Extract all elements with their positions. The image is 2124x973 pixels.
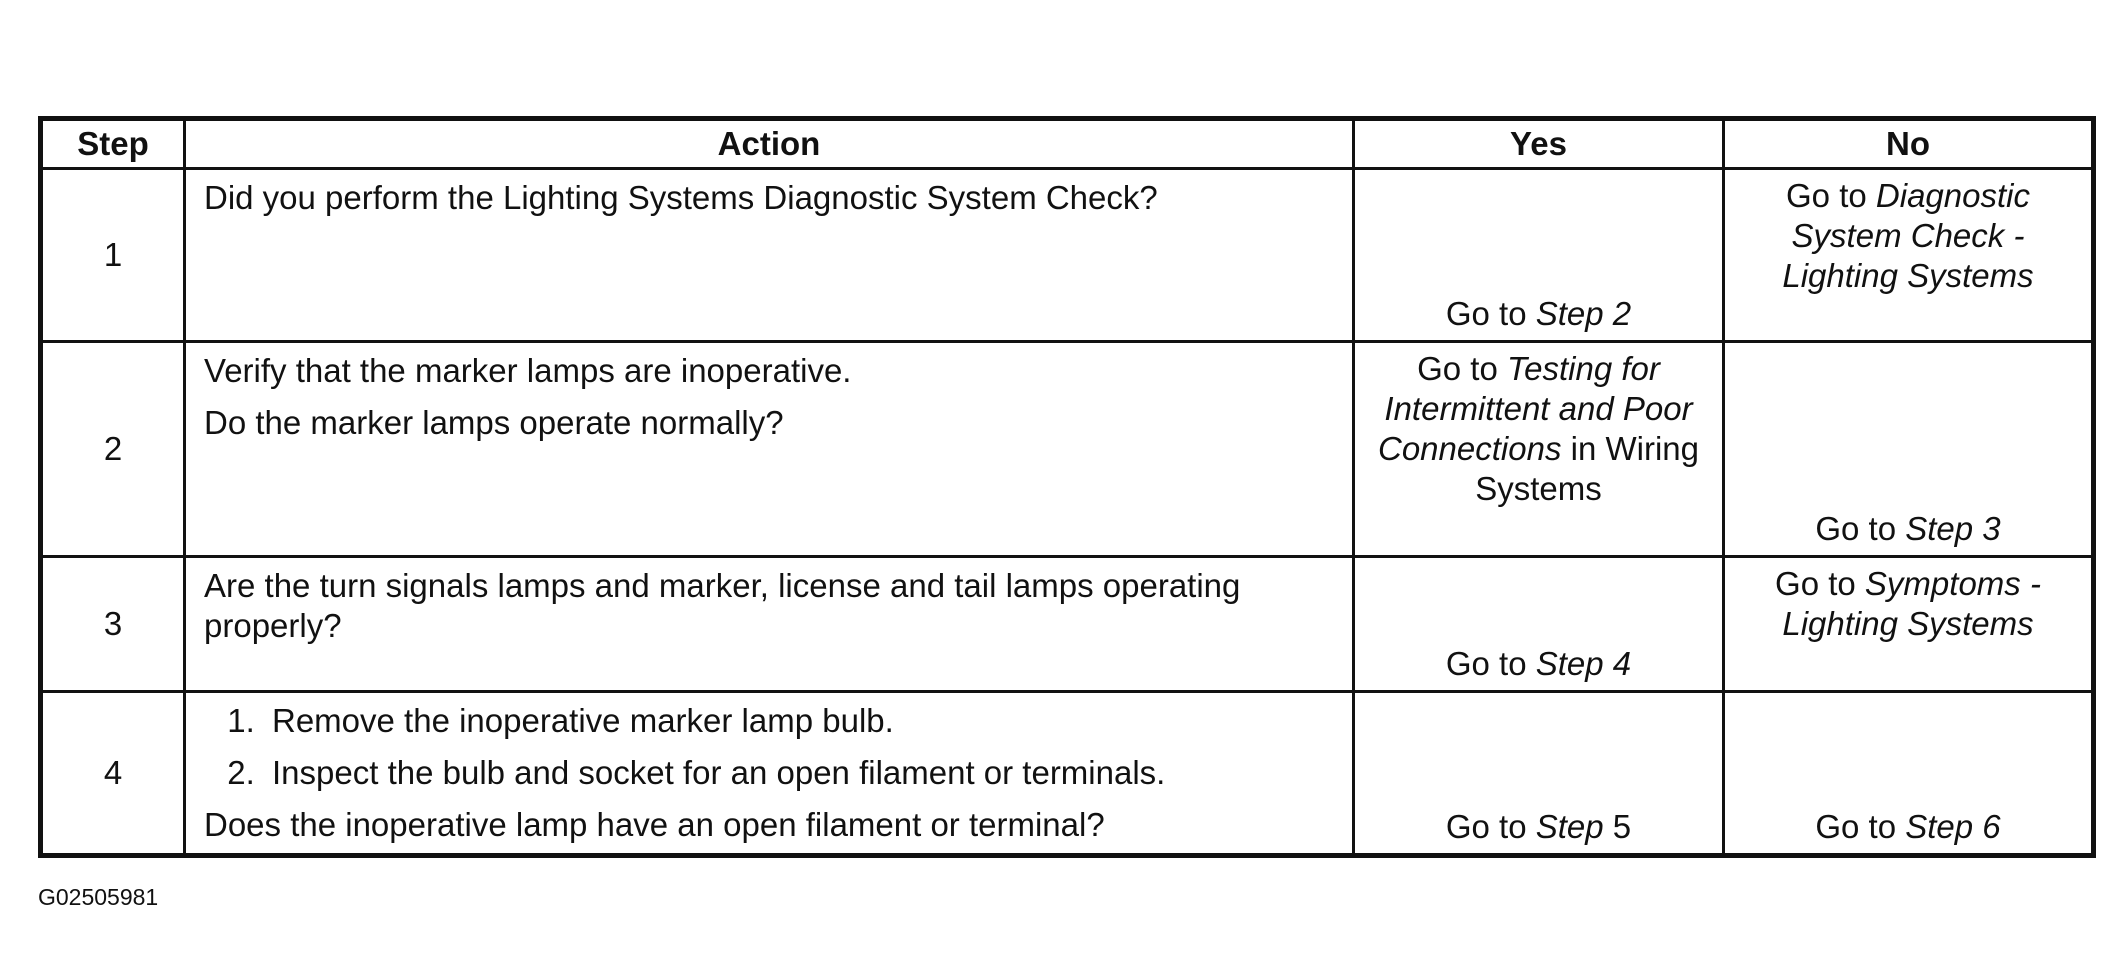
action-text: Verify that the marker lamps are inoperative. [204, 352, 852, 389]
yes-result[interactable]: Go to Step 5 [1445, 808, 1632, 845]
header-row [41, 119, 2094, 169]
list-item: 1. Remove the inoperative marker lamp bulb. [264, 701, 1334, 741]
no-result[interactable]: Go to Symptoms - Lighting Systems [1775, 565, 2041, 642]
step-number: 1 [41, 169, 185, 342]
action-cell [185, 169, 1354, 342]
col-header-yes: Yes [1354, 119, 1724, 169]
no-cell [1724, 169, 2094, 342]
action-question: Does the inoperative lamp have an open filament or terminal? [204, 806, 1105, 843]
step-link: Step 6 [1905, 808, 2001, 845]
section-link: Symptoms - Lighting Systems [1782, 565, 2041, 642]
yes-cell [1354, 169, 1724, 342]
table-row [41, 692, 2094, 856]
yes-result[interactable]: Go to Step 2 [1445, 295, 1632, 332]
action-cell [185, 557, 1354, 692]
section-link: Diagnostic System Check - Lighting Systems [1782, 177, 2034, 294]
table-row [41, 169, 2094, 342]
no-result[interactable]: Go to Step 6 [1815, 808, 2001, 845]
step-link: Step [1535, 808, 1604, 845]
col-header-no: No [1724, 119, 2094, 169]
table-row [41, 342, 2094, 557]
action-cell [185, 342, 1354, 557]
action-question: Do the marker lamps operate normally? [204, 404, 784, 441]
step-number: 3 [41, 557, 185, 692]
step-link: Step 3 [1905, 510, 2001, 547]
step-link: Step 2 [1535, 295, 1632, 332]
no-cell [1724, 557, 2094, 692]
no-result[interactable]: Go to Step 3 [1815, 510, 2001, 547]
col-header-step: Step [41, 119, 185, 169]
diagnostic-table [38, 116, 2096, 858]
no-cell [1724, 692, 2094, 856]
section-link: Testing for Intermittent and Poor Connections [1378, 350, 1693, 467]
col-header-action: Action [185, 119, 1354, 169]
yes-result[interactable]: Go to Testing for Intermittent and Poor Connections in Wiring Systems [1378, 350, 1699, 507]
no-result[interactable]: Go to Diagnostic System Check - Lighting Systems [1782, 177, 2034, 294]
yes-result[interactable]: Go to Step 4 [1445, 645, 1632, 682]
list-item: 2. Inspect the bulb and socket for an open filament or terminals. [264, 753, 1334, 793]
step-link: Step 4 [1535, 645, 1632, 682]
step-number: 2 [41, 342, 185, 557]
no-cell [1724, 342, 2094, 557]
figure-id: G02505981 [38, 884, 159, 910]
action-question: Are the turn signals lamps and marker, license and tail lamps operating properly? [204, 567, 1241, 644]
step-number: 4 [41, 692, 185, 856]
yes-cell [1354, 692, 1724, 856]
action-steps-list [204, 701, 1334, 793]
action-cell [185, 692, 1354, 856]
table-row [41, 557, 2094, 692]
yes-cell [1354, 557, 1724, 692]
action-text: Did you perform the Lighting Systems Diagnostic System Check? [204, 179, 1158, 216]
yes-cell [1354, 342, 1724, 557]
